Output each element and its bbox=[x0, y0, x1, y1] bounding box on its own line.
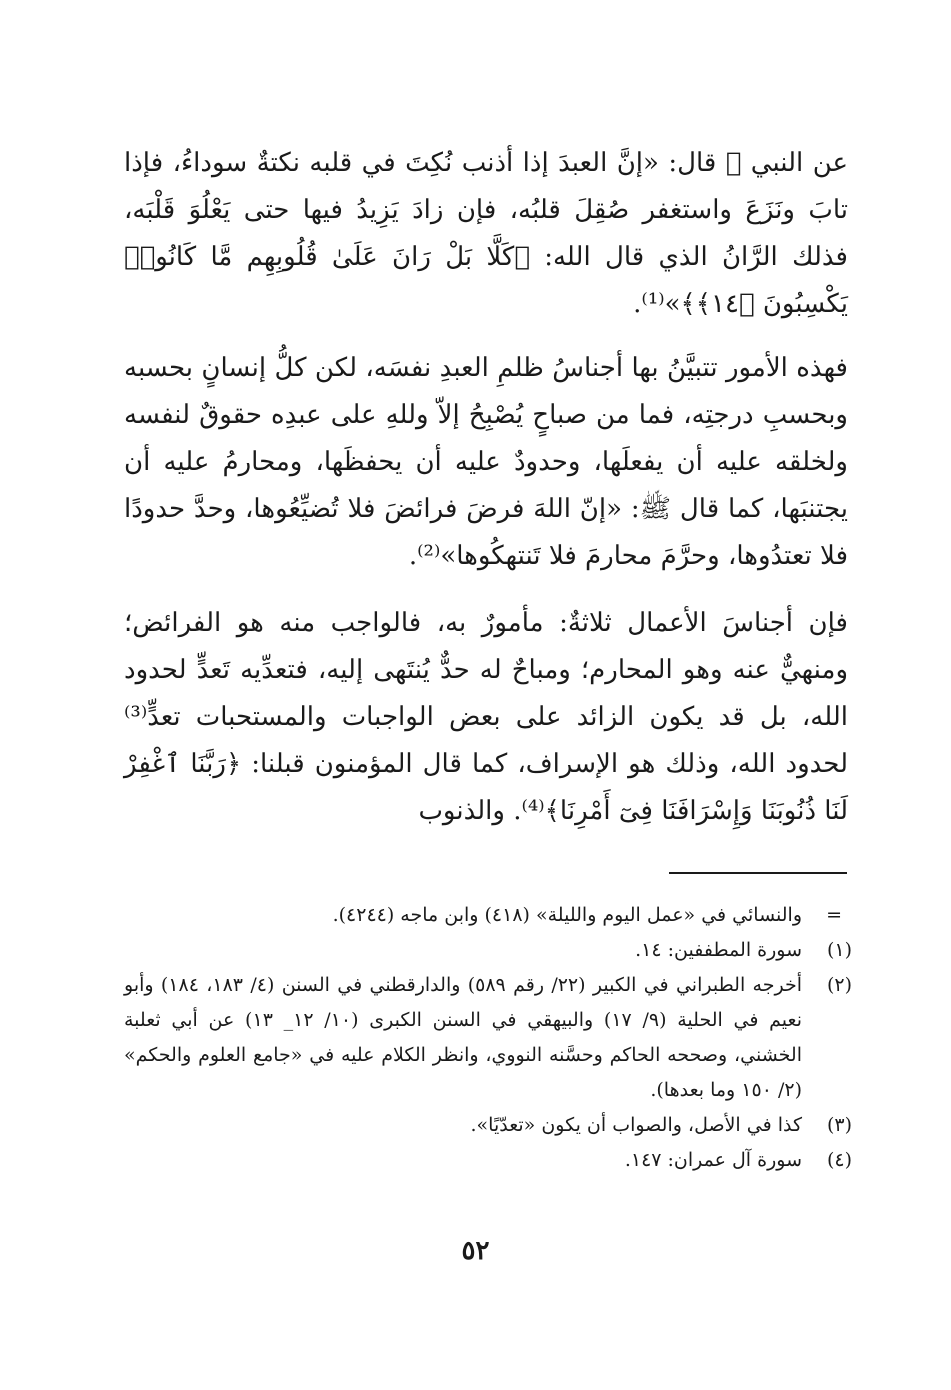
footnote-text: سورة آل عمران: ١٤٧. bbox=[624, 1149, 802, 1171]
footnote-marker: (٤) bbox=[826, 1149, 852, 1171]
footnote-4 bbox=[124, 1143, 852, 1178]
paragraph-3: فإن أجناسَ الأعمال ثلاثةٌ: مأمورٌ به، فالواجب منه هو الفرائض؛ ومنهيٌّ عنه وهو المحارم؛ ومباحٌ له حدٌّ يُنتَهى إليه، فتعدِّيه تَعدٍّ لحدود الله، بل قد يكون الزائد على بعض الواجبات والمستحبات تعدٍّ⁽³⁾ لحدود الله، وذلك هو الإسراف، كما قال المؤمنون قبلنا: ﴿رَبَّنَا ٱغْفِرْ لَنَا ذُنُوبَنَا وَإِسْرَافَنَا فِىٓ أَمْرِنَا﴾⁽⁴⁾. والذنوب bbox=[124, 608, 848, 826]
paragraph-2: فهذه الأمور تتبيَّنُ بها أجناسُ ظلمِ العبدِ نفسَه، لكن كلُّ إنسانٍ بحسبه وبحسبِ درجتِه، فما من صباحٍ يُصْبِحُ إلاّ وللهِ على عبدِه حقوقٌ لنفسه ولخلقه عليه أن يفعلَها، وحدودٌ عليه أن يحفظَها، ومحارمُ عليه أن يجتنبَها، كما قال ﷺ: «إنّ اللهَ فرضَ فرائضَ فلا تُضيِّعُوها، وحدَّ حدودًا فلا تعتدُوها، وحرَّمَ محارمَ فلا تَنتهكُوها»⁽²⁾. bbox=[124, 353, 848, 571]
footnote-text: والنسائي في «عمل اليوم والليلة» (٤١٨) وابن ماجه (٤٢٤٤). bbox=[332, 904, 802, 926]
footnote-marker: (٣) bbox=[826, 1114, 852, 1136]
footnote-2 bbox=[124, 968, 852, 1108]
footnote-marker: = bbox=[826, 904, 842, 926]
footnotes bbox=[124, 898, 852, 1178]
footnote-marker: (٢) bbox=[826, 974, 852, 996]
footnote-3 bbox=[124, 1108, 852, 1143]
paragraph-1: عن النبي ﷺ قال: «إنَّ العبدَ إذا أذنب نُكِتَ في قلبه نكتةٌ سوداءُ، فإذا تابَ ونَزَعَ واستغفر صُقِلَ قلبُه، فإن زادَ يَزِيدُ فيها حتى يَعْلُوَ قَلْبَه، فذلك الرَّانُ الذي قال الله: ﴿كَلَّا بَلْ رَانَ عَلَىٰ قُلُوبِهِم مَّا كَانُوا۟ يَكْسِبُونَ ﴿١٤﴾﴾»⁽¹⁾. bbox=[124, 148, 848, 319]
footnote-marker: (١) bbox=[826, 939, 852, 961]
footnote-text: أخرجه الطبراني في الكبير (٢٢/ رقم ٥٨٩) والدارقطني في السنن (٤/ ١٨٣، ١٨٤) وأبو نعيم في الحلية (٩/ ١٧) والبيهقي في السنن الكبرى (١٠/ ١٢_ ١٣) عن أبي ثعلبة الخشني، وصححه الحاكم وحسَّنه النووي، وانظر الكلام عليه في «جامع العلوم والحكم» (٢/ ١٥٠ وما بعدها). bbox=[124, 974, 802, 1101]
footnote-1 bbox=[124, 933, 852, 968]
footnote-continuation bbox=[124, 898, 852, 933]
footnote-text: كذا في الأصل، والصواب أن يكون «تعدّيًا». bbox=[470, 1114, 802, 1136]
footnote-text: سورة المطففين: ١٤. bbox=[635, 939, 802, 961]
page-number: ٥٢ bbox=[461, 1236, 490, 1266]
footnote-separator bbox=[669, 872, 847, 874]
